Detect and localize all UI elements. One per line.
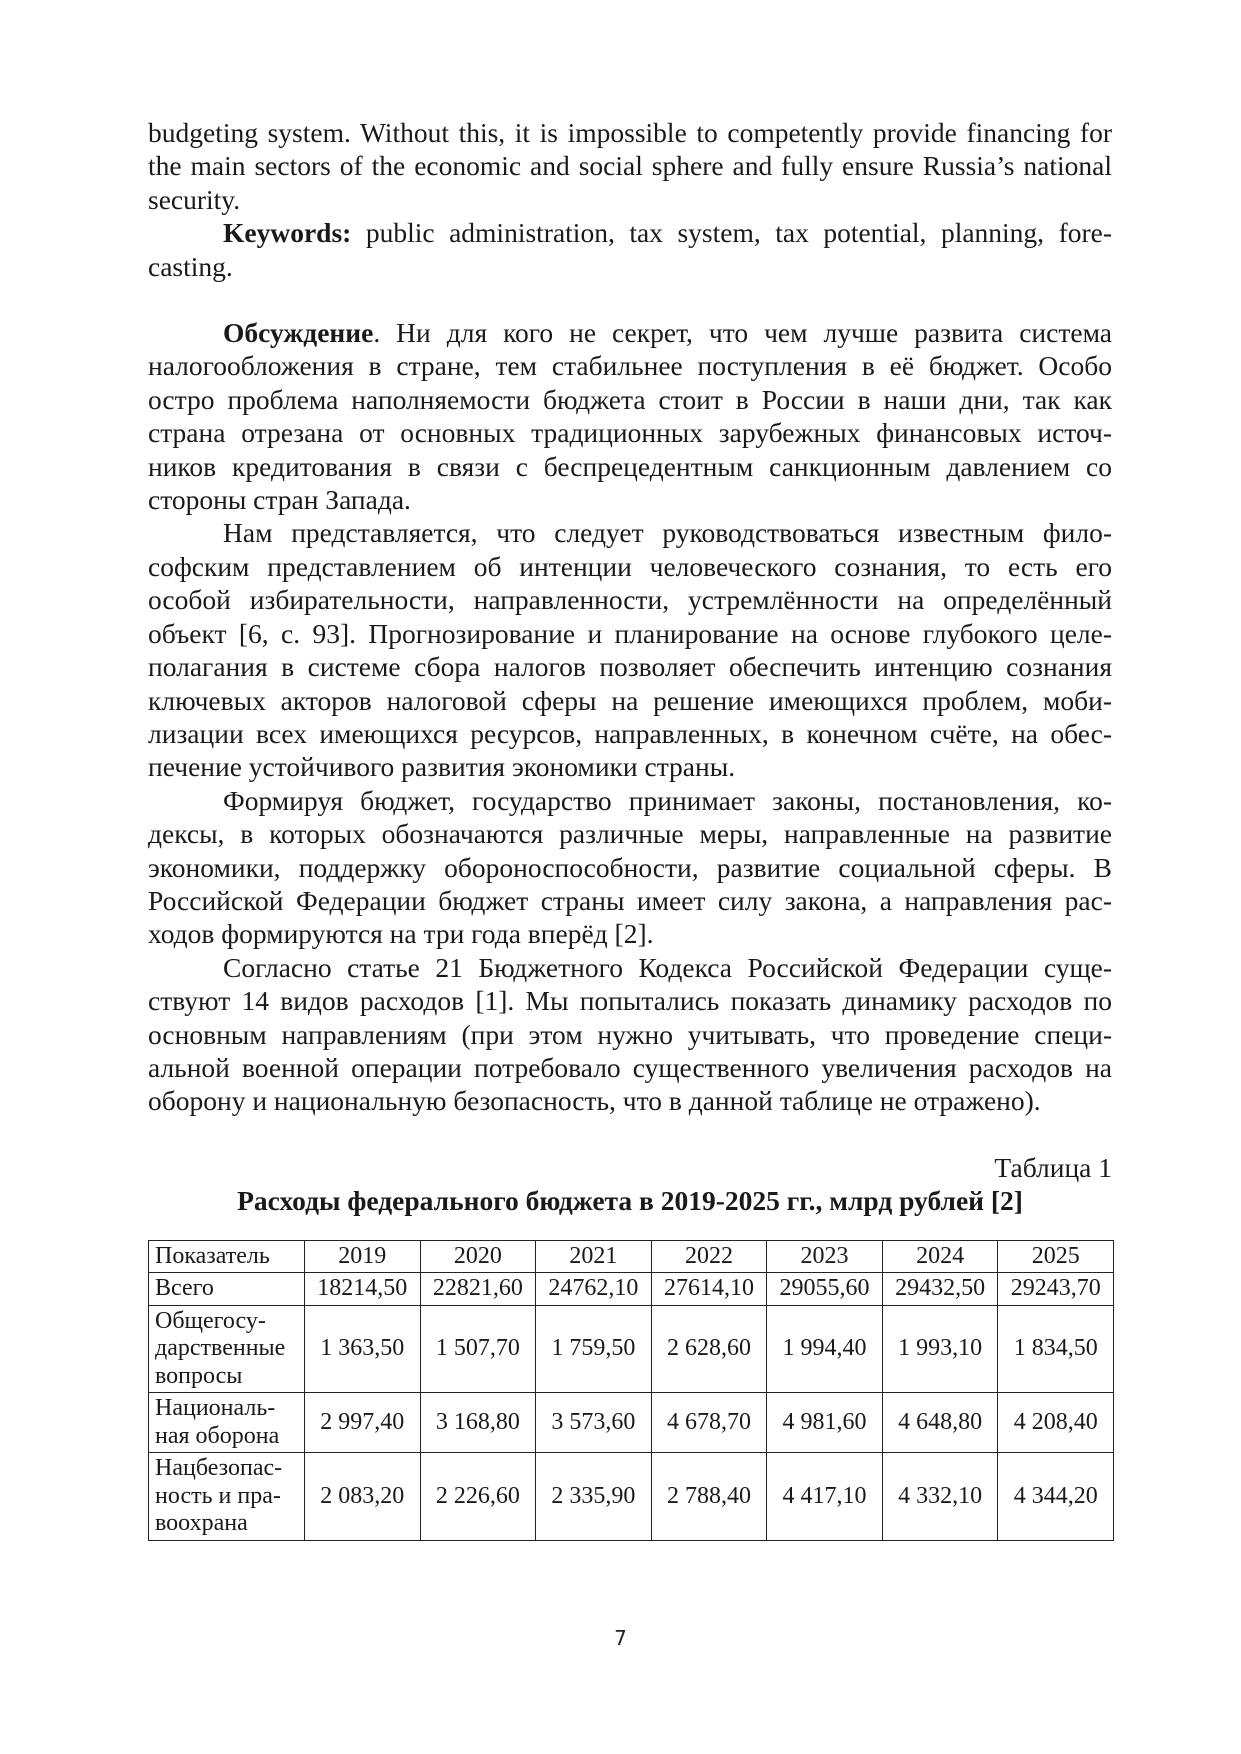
table-header-cell: 2019 (305, 1240, 421, 1273)
body-paragraph: Согласно статье 21 Бюджетного Кодекса Российской Федерации суще-ствуют 14 видов расходов [1]. Мы попытались показать динамику расходов по основным направлениям (при этом нужно учитывать, что проведение специ-альной военной операции потребовало существенного увеличения расходов на оборону и национальную безопасность, что в данной таблице не отражено). (148, 951, 1112, 1117)
table-cell: 4 208,40 (998, 1393, 1114, 1453)
table-cell: 1 993,10 (882, 1305, 998, 1393)
table-cell: 2 788,40 (651, 1453, 767, 1541)
table-cell: 4 981,60 (767, 1393, 883, 1453)
discussion-heading: Обсуждение (223, 317, 374, 349)
table-cell: 4 648,80 (882, 1393, 998, 1453)
table-cell: 3 168,80 (420, 1393, 536, 1453)
table-cell: 29432,50 (882, 1273, 998, 1306)
table-cell: 1 994,40 (767, 1305, 883, 1393)
keywords-text: public administration, tax system, tax potential, planning, fore-casting. (148, 217, 1112, 282)
table-cell: 1 759,50 (536, 1305, 652, 1393)
table-row (149, 1393, 1114, 1453)
row-label-cell: Националь-ная оборона (149, 1393, 305, 1453)
table-header-row (149, 1240, 1114, 1273)
table-cell: 4 417,10 (767, 1453, 883, 1541)
table-cell: 2 628,60 (651, 1305, 767, 1393)
table-header-cell: 2025 (998, 1240, 1114, 1273)
keywords-label: Keywords: (223, 217, 352, 249)
row-label-cell: Общегосу-дарственные вопросы (149, 1305, 305, 1393)
table-header-cell: 2023 (767, 1240, 883, 1273)
table-cell: 4 332,10 (882, 1453, 998, 1541)
table-header-cell: 2021 (536, 1240, 652, 1273)
table-cell: 1 507,70 (420, 1305, 536, 1393)
table-header-cell: 2022 (651, 1240, 767, 1273)
discussion-text: . Ни для кого не секрет, что чем лучше развита система налогообложения в стране, тем стабильнее поступления в её бюджет. Особо остро проблема наполняемости бюджета стоит в России в наши дни, так как страна отрезана от основных традиционных зарубежных финансовых источ-ников кредитования в связи с беспрецедентным санкционным давлением со стороны стран Запада. (148, 317, 1112, 516)
discussion-paragraph (148, 316, 1112, 516)
table-cell: 29243,70 (998, 1273, 1114, 1306)
row-label-cell: Нацбезопас-ность и пра-воохрана (149, 1453, 305, 1541)
table-cell: 22821,60 (420, 1273, 536, 1306)
table-title: Расходы федерального бюджета в 2019-2025 гг., млрд рублей [2] (237, 1185, 1023, 1217)
row-label-cell: Всего (149, 1273, 305, 1306)
page-body (148, 116, 1112, 1541)
table-header-cell: 2020 (420, 1240, 536, 1273)
table-header-cell: Показатель (149, 1240, 305, 1273)
table-cell: 2 335,90 (536, 1453, 652, 1541)
page-number: 7 (614, 1626, 627, 1650)
table-cell: 4 344,20 (998, 1453, 1114, 1541)
expenses-table (148, 1240, 1114, 1541)
table-cell: 2 226,60 (420, 1453, 536, 1541)
body-paragraph: Нам представляется, что следует руководствоваться известным фило-софским представлением об интенции человеческого сознания, то есть его особой избирательности, направленности, устремлённости на определённый объект [6, с. 93]. Прогнозирование и планирование на основе глубокого целе-полагания в системе сбора налогов позволяет обеспечить интенцию сознания ключевых акторов налоговой сферы на решение имеющихся проблем, моби-лизации всех имеющихся ресурсов, направленных, в конечном счёте, на обес-печение устойчивого развития экономики страны. (148, 517, 1112, 783)
table-row (149, 1273, 1114, 1306)
table-cell: 2 997,40 (305, 1393, 421, 1453)
body-paragraph: Формируя бюджет, государство принимает законы, постановления, ко-дексы, в которых обозначаются различные меры, направленные на развитие экономики, поддержку обороноспособности, развитие социальной сферы. В Российской Федерации бюджет страны имеет силу закона, а направления рас-ходов формируются на три года вперёд [2]. (148, 784, 1112, 950)
table-row (149, 1305, 1114, 1393)
table-cell: 18214,50 (305, 1273, 421, 1306)
table-cell: 4 678,70 (651, 1393, 767, 1453)
table-cell: 1 834,50 (998, 1305, 1114, 1393)
table-header-cell: 2024 (882, 1240, 998, 1273)
table-cell: 24762,10 (536, 1273, 652, 1306)
table-cell: 29055,60 (767, 1273, 883, 1306)
section-gap (148, 283, 1112, 316)
table-cell: 1 363,50 (305, 1305, 421, 1393)
table-cell: 2 083,20 (305, 1453, 421, 1541)
keywords-paragraph (148, 216, 1112, 283)
table-cell: 3 573,60 (536, 1393, 652, 1453)
table-label: Таблица 1 (994, 1151, 1112, 1183)
table-row (149, 1453, 1114, 1541)
table-cell: 27614,10 (651, 1273, 767, 1306)
abstract-paragraph: budgeting system. Without this, it is impossible to competently provide financing for the main sectors of the economic and social sphere and fully ensure Russia’s national security. (148, 117, 1112, 215)
